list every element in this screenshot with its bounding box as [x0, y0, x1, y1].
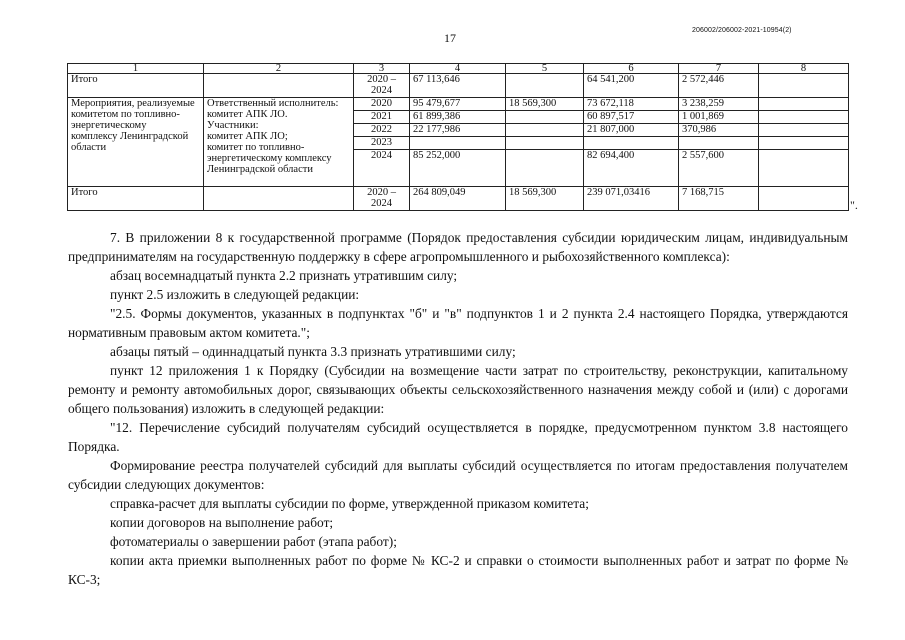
- col-header: 5: [506, 64, 584, 74]
- value-cell: 21 807,000: [584, 124, 679, 137]
- value-cell: 18 569,300: [506, 98, 584, 111]
- value-cell: 22 177,986: [410, 124, 506, 137]
- value-cell: 264 809,049: [410, 187, 506, 211]
- value-cell: 7 168,715: [679, 187, 759, 211]
- body-paragraph: фотоматериалы о завершении работ (этапа работ);: [110, 534, 397, 549]
- period-cell: 2020 – 2024: [354, 187, 410, 211]
- body-paragraph: абзац восемнадцатый пункта 2.2 признать утратившим силу;: [110, 268, 458, 283]
- value-cell: 2 557,600: [679, 150, 759, 187]
- value-cell: 85 252,000: [410, 150, 506, 187]
- table-header-row: [68, 64, 849, 74]
- value-cell: [506, 111, 584, 124]
- value-cell: 1 001,869: [679, 111, 759, 124]
- executor-line: комитет по топливно-: [207, 142, 305, 153]
- measure-name-line: энергетическому: [71, 120, 147, 131]
- year-cell: 2022: [354, 124, 410, 137]
- value-cell: [410, 137, 506, 150]
- col-header: 3: [354, 64, 410, 74]
- col-header: 7: [679, 64, 759, 74]
- body-paragraph: Формирование реестра получателей субсидий для выплаты субсидий осуществляется по итогам предоставления получателем субсидии следующих документов:: [68, 458, 848, 492]
- table-row-itogo-1: [68, 74, 849, 98]
- value-cell: [506, 124, 584, 137]
- measure-name-line: комплексу Ленинградской: [71, 131, 189, 142]
- body-paragraph: копии договоров на выполнение работ;: [110, 515, 334, 530]
- value-cell: [759, 124, 849, 137]
- value-cell: 64 541,200: [584, 74, 679, 98]
- measure-name-line: Мероприятия, реализуемые: [71, 98, 195, 109]
- measure-name-line: области: [71, 142, 107, 153]
- financing-table: [67, 63, 849, 211]
- table-row-itogo-2: [68, 187, 849, 211]
- document-body: [68, 228, 848, 589]
- executor-line: Участники:: [207, 120, 259, 131]
- value-cell: [584, 137, 679, 150]
- page-number: 17: [444, 31, 456, 45]
- measure-executor: [204, 98, 354, 187]
- body-paragraph: "2.5. Формы документов, указанных в подпунктах "б" и "в" подпунктов 1 и 2 пункта 2.4 настоящего Порядка, утверждаются нормативным правовым актом комитета.";: [68, 306, 848, 340]
- itogo-label: Итого: [68, 187, 204, 211]
- value-cell: [759, 111, 849, 124]
- col-header: 6: [584, 64, 679, 74]
- year-cell: 2023: [354, 137, 410, 150]
- table-row-year: [68, 98, 849, 111]
- value-cell: [679, 137, 759, 150]
- body-paragraph: пункт 2.5 изложить в следующей редакции:: [110, 287, 360, 302]
- empty-cell: [204, 187, 354, 211]
- value-cell: [759, 74, 849, 98]
- measure-name-line: комитетом по топливно-: [71, 109, 180, 120]
- closing-quote: ".: [850, 198, 858, 212]
- body-paragraph: "12. Перечисление субсидий получателям субсидий осуществляется в порядке, предусмотренном пунктом 3.8 настоящего Порядка.: [68, 420, 848, 454]
- col-header: 8: [759, 64, 849, 74]
- executor-line: комитет АПК ЛО.: [207, 109, 288, 120]
- value-cell: [506, 74, 584, 98]
- value-cell: [506, 137, 584, 150]
- value-cell: [506, 150, 584, 187]
- body-paragraph: 7. В приложении 8 к государственной программе (Порядок предоставления субсидии юридическим лицам, индивидуальным предпринимателям на государственную поддержку в сфере агропромышленного и рыбохозяйственного комплекса):: [68, 230, 848, 264]
- col-header: 2: [204, 64, 354, 74]
- value-cell: 18 569,300: [506, 187, 584, 211]
- value-cell: 73 672,118: [584, 98, 679, 111]
- value-cell: 61 899,386: [410, 111, 506, 124]
- value-cell: [759, 98, 849, 111]
- value-cell: 60 897,517: [584, 111, 679, 124]
- value-cell: [759, 150, 849, 187]
- body-paragraph: абзацы пятый – одиннадцатый пункта 3.3 признать утратившими силу;: [110, 344, 516, 359]
- body-paragraph: пункт 12 приложения 1 к Порядку (Субсидии на возмещение части затрат по строительству, реконструкции, капитальному ремонту и ремонту автомобильных дорог, связывающих объекты сельскохозяйственного назначения между собой и (или) с дорогами общего пользования) изложить в следующей редакции:: [68, 363, 848, 416]
- value-cell: 2 572,446: [679, 74, 759, 98]
- body-paragraph: копии акта приемки выполненных работ по форме № КС-2 и справки о стоимости выполненных работ и затрат по форме № КС-3;: [68, 553, 848, 587]
- value-cell: 370,986: [679, 124, 759, 137]
- value-cell: 95 479,677: [410, 98, 506, 111]
- value-cell: [759, 137, 849, 150]
- body-paragraph: справка-расчет для выплаты субсидии по форме, утвержденной приказом комитета;: [110, 496, 589, 511]
- year-cell: 2021: [354, 111, 410, 124]
- value-cell: 82 694,400: [584, 150, 679, 187]
- executor-line: энергетическому комплексу: [207, 153, 332, 164]
- document-code: 206002/206002-2021-10954(2): [692, 27, 792, 34]
- value-cell: 67 113,646: [410, 74, 506, 98]
- executor-line: Ответственный исполнитель:: [207, 98, 339, 109]
- value-cell: 3 238,259: [679, 98, 759, 111]
- period-cell: 2020 – 2024: [354, 74, 410, 98]
- empty-cell: [204, 74, 354, 98]
- year-cell: 2020: [354, 98, 410, 111]
- executor-line: комитет АПК ЛО;: [207, 131, 288, 142]
- itogo-label: Итого: [68, 74, 204, 98]
- value-cell: 239 071,03416: [584, 187, 679, 211]
- col-header: 4: [410, 64, 506, 74]
- value-cell: [759, 187, 849, 211]
- year-cell: 2024: [354, 150, 410, 187]
- col-header: 1: [68, 64, 204, 74]
- measure-name: [68, 98, 204, 187]
- executor-line: Ленинградской области: [207, 164, 313, 175]
